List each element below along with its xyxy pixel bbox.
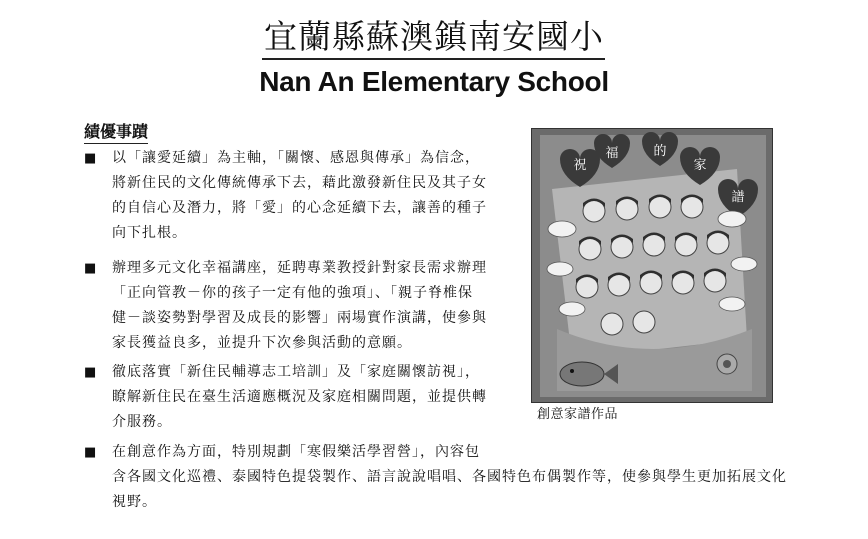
- section-heading: 績優事蹟: [84, 121, 148, 144]
- bullet-icon: ■: [84, 151, 98, 166]
- poster-char: 譜: [731, 190, 745, 205]
- bullet-icon: ■: [84, 261, 98, 276]
- photo-caption: 創意家譜作品: [537, 407, 619, 422]
- page-title-english: Nan An Elementary School: [259, 66, 609, 97]
- text-line: 以「讓愛延續」為主軸，「關懷、感恩與傳承」為信念，: [112, 150, 480, 166]
- achievement-text: [112, 360, 487, 435]
- bullet-icon: ■: [84, 445, 98, 460]
- text-line: 瞭解新住民在臺生活適應概況及家庭相關問題，並提供轉: [112, 389, 487, 405]
- text-line: 視野。: [112, 494, 157, 510]
- text-line: 健－談姿勢對學習及成長的影響」兩場實作演講，使參與: [112, 310, 487, 326]
- achievement-text: [112, 440, 787, 515]
- flower-decoration: [717, 354, 737, 374]
- poster-char: 福: [605, 146, 619, 161]
- text-line: 向下扎根。: [112, 225, 187, 241]
- achievement-text: [112, 256, 487, 356]
- bullet-icon: ■: [84, 365, 98, 380]
- achievement-text: [112, 146, 487, 246]
- poster-char: 的: [653, 144, 667, 159]
- text-line: 在創意作為方面，特別規劃「寒假樂活學習營」，內容包: [112, 444, 480, 460]
- poster-char: 祝: [573, 158, 587, 173]
- title-underline: [262, 58, 605, 60]
- text-line: 徹底落實「新住民輔導志工培訓」及「家庭關懷訪視」，: [112, 364, 480, 380]
- family-tree-photo: [531, 128, 773, 403]
- poster-char: 家: [693, 158, 707, 173]
- text-line: 辦理多元文化幸福講座，延聘專業教授針對家長需求辦理: [112, 260, 487, 276]
- page-title-chinese: 宜蘭縣蘇澳鎮南安國小: [264, 17, 604, 56]
- text-line: 「正向管教－你的孩子一定有他的強項」、「親子脊椎保: [112, 285, 473, 301]
- text-line: 介服務。: [112, 414, 172, 430]
- family-tree-poster-image: [532, 129, 772, 402]
- text-line: 的自信心及潛力，將「愛」的心念延續下去，讓善的種子: [112, 200, 487, 216]
- text-line: 含各國文化巡禮、泰國特色提袋製作、語言說說唱唱、各國特色布偶製作等，使參與學生更加拓展文化: [112, 469, 787, 485]
- text-line: 將新住民的文化傳統傳承下去，藉此激發新住民及其子女: [112, 175, 487, 191]
- text-line: 家長獲益良多，並提升下次參與活動的意願。: [112, 335, 412, 351]
